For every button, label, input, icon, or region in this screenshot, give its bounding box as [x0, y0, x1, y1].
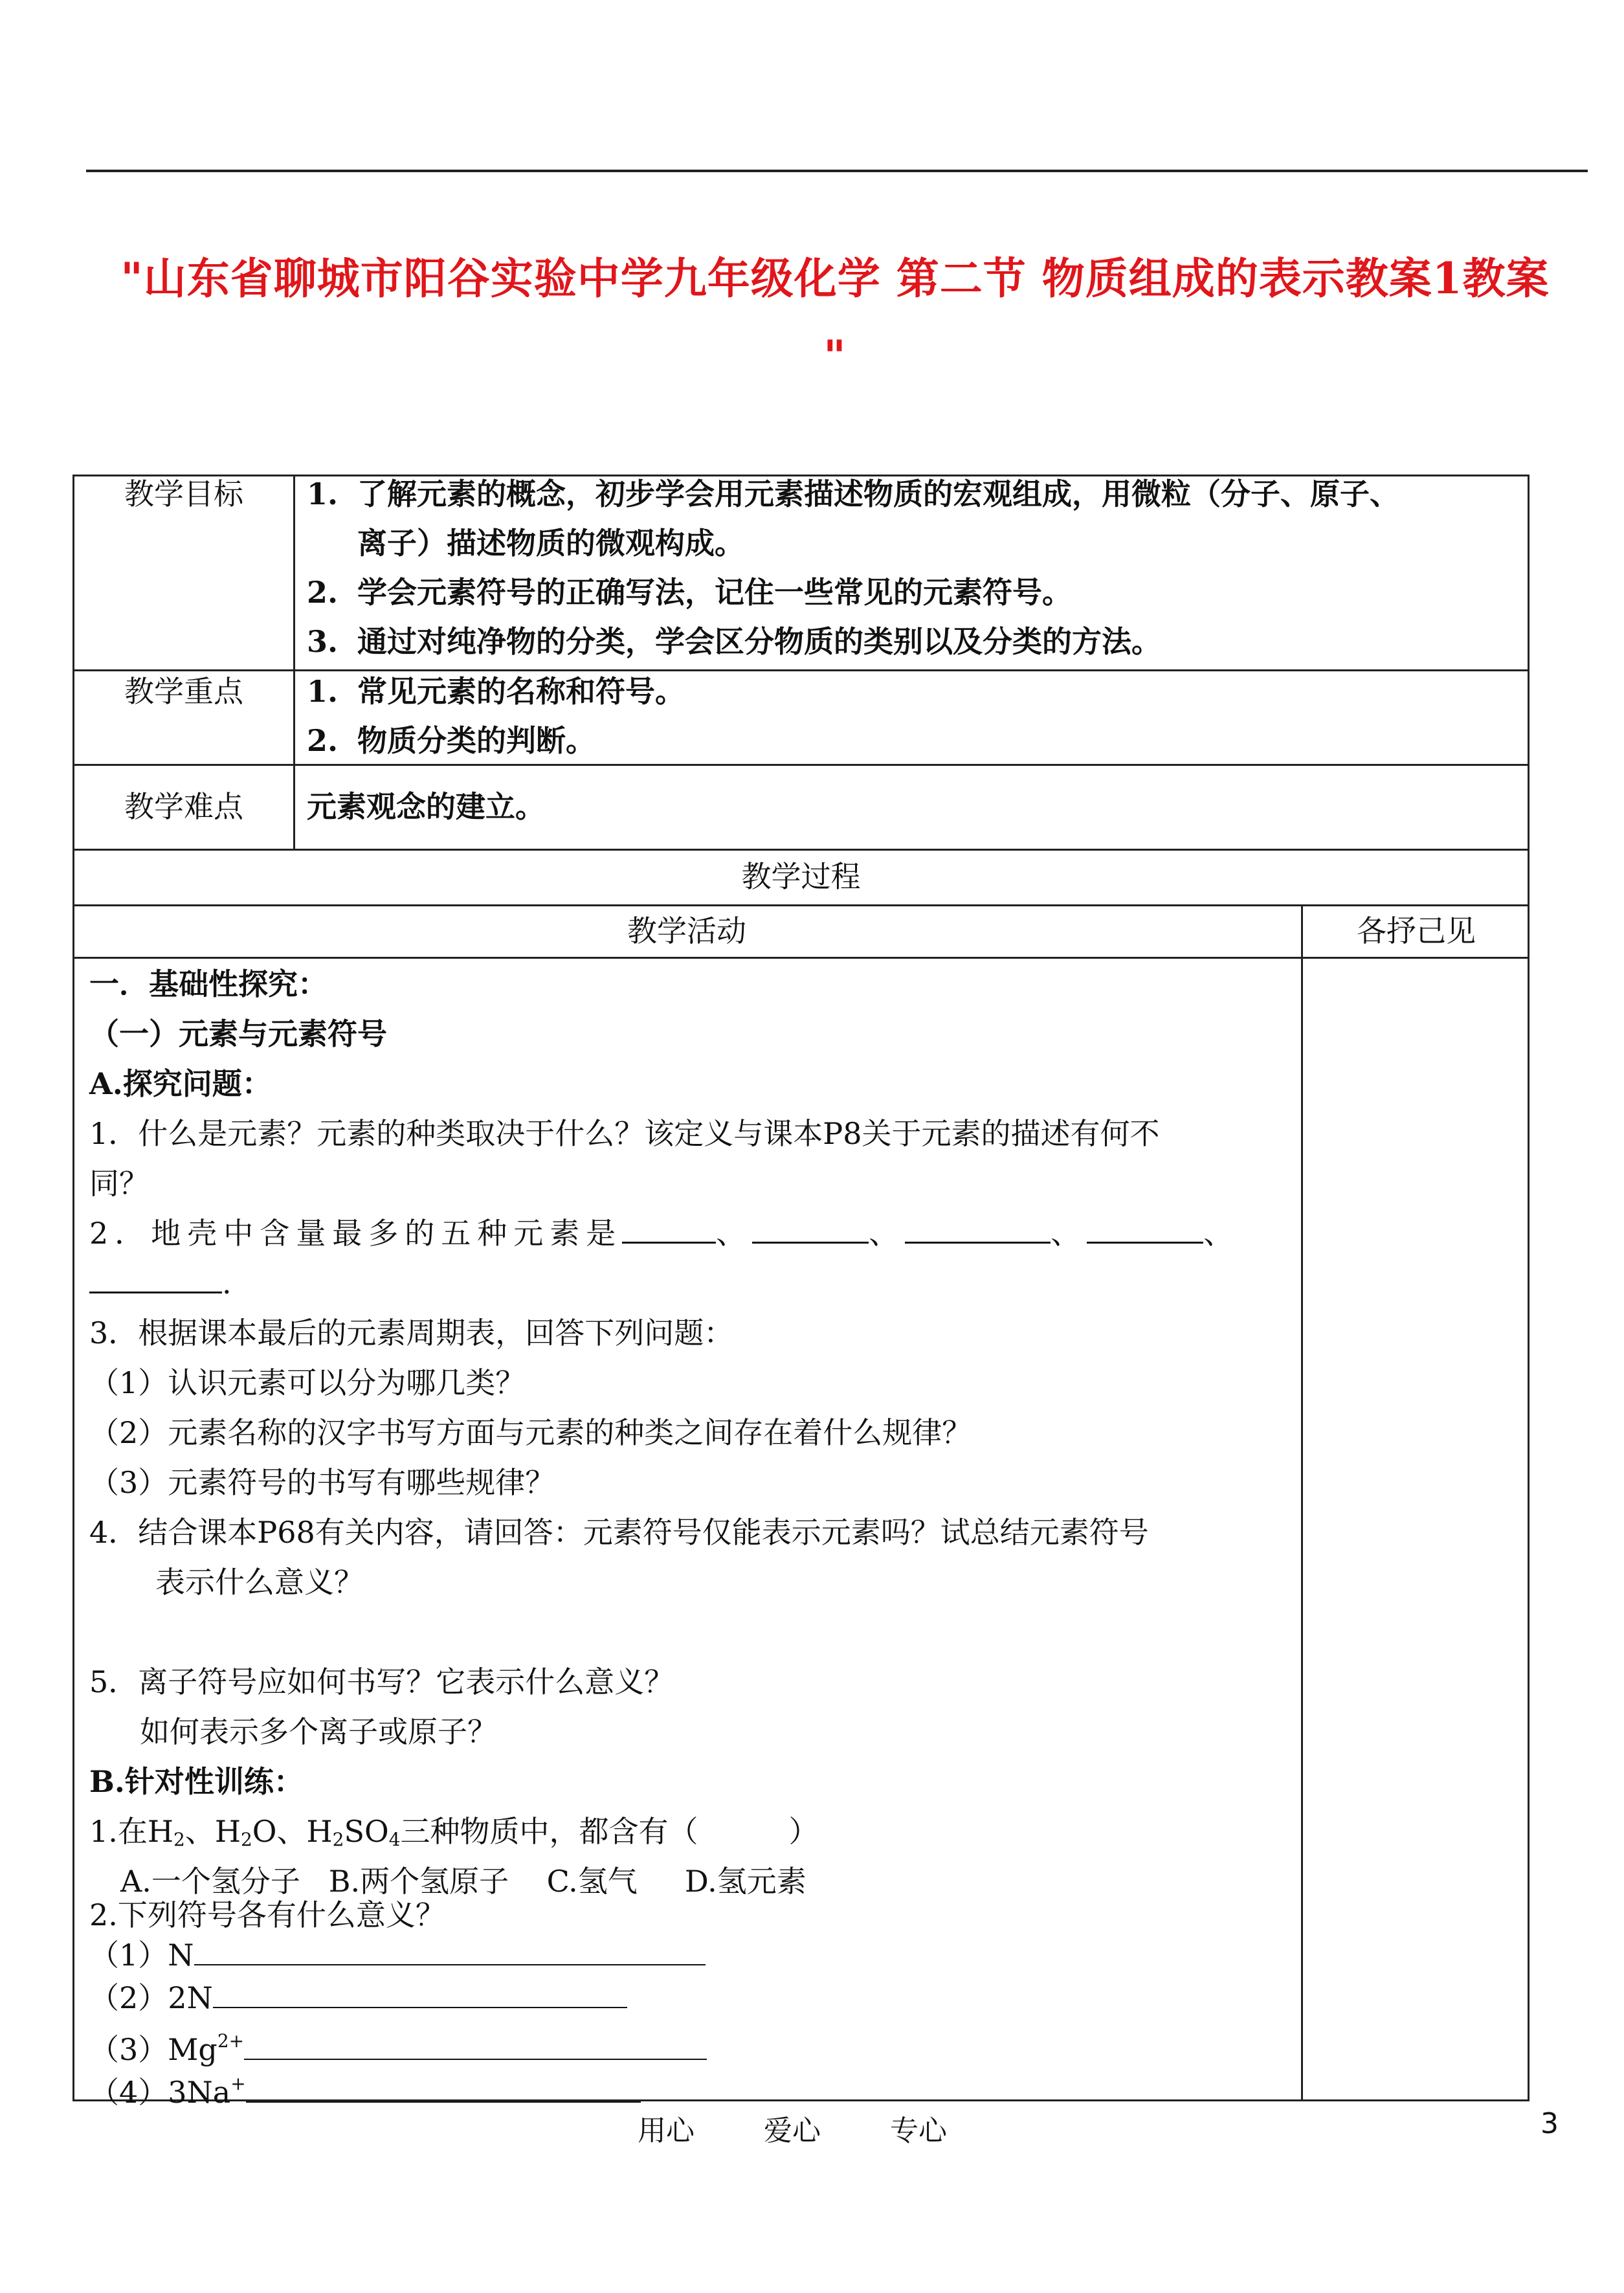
formula-h2o: 、H [184, 1814, 241, 1849]
title-line-1: "山东省聊城市阳谷实验中学九年级化学 第二节 物质组成的表示教案1教案 [120, 253, 1550, 304]
key-points-label: 教学重点 [124, 674, 243, 709]
answer-blank[interactable] [905, 1216, 1051, 1244]
symbol-2-label: （2）2N [89, 1980, 213, 2015]
objectives-label: 教学目标 [124, 476, 243, 511]
separator: 、 [716, 1216, 753, 1251]
symbol-4-display [89, 2059, 641, 2118]
question-4-line-1: 4．结合课本P68有关内容，请回答：元素符号仅能表示元素吗？试总结元素符号 [89, 1515, 1149, 1550]
key-point-2-number: 2. [307, 723, 339, 758]
question-3-3: （3）元素符号的书写有哪些规律？ [89, 1465, 555, 1500]
question-5-line-1: 5．离子符号应如何书写？它表示什么意义？ [89, 1664, 674, 1699]
superscript: + [230, 2073, 246, 2094]
question-1-line-2: 同？ [89, 1166, 149, 1201]
subscript: 2 [173, 1829, 185, 1850]
training-1-prefix: 1.在 [89, 1814, 148, 1849]
difficulty-label: 教学难点 [124, 789, 243, 824]
answer-blank[interactable] [622, 1216, 716, 1244]
page-number: 3 [1541, 2107, 1559, 2140]
separator: 、 [869, 1216, 906, 1251]
answer-blank[interactable] [1087, 1216, 1203, 1244]
row-divider [72, 764, 1529, 766]
training-1-close: ） [788, 1814, 819, 1849]
question-2-text: 2．地壳中含量最多的五种元素是 [89, 1216, 623, 1251]
training-1-text: 三种物质中，都含有（ [400, 1814, 698, 1849]
activity-column-header: 教学活动 [627, 913, 746, 948]
answer-blank[interactable] [244, 2033, 707, 2060]
symbol-1-label: （1）N [89, 1938, 194, 1973]
question-4-line-2: 表示什么意义？ [155, 1565, 364, 1600]
objective-1-number: 1. [307, 476, 339, 511]
part-a-heading: A.探究问题： [89, 1066, 272, 1101]
footer-word-1: 用心 [638, 2114, 695, 2147]
notes-column-divider [1301, 904, 1303, 2101]
part-b-heading: B.针对性训练： [89, 1764, 304, 1799]
superscript: 2+ [217, 2030, 245, 2052]
question-5-line-2: 如何表示多个离子或原子？ [140, 1714, 497, 1749]
answer-blank[interactable] [89, 1266, 222, 1293]
title-line-2: " [823, 331, 847, 381]
objective-2-number: 2. [307, 575, 339, 610]
question-2-end: . [222, 1266, 232, 1301]
document-title [65, 240, 1605, 395]
row-divider [72, 957, 1529, 959]
separator: 、 [1203, 1216, 1240, 1251]
objective-3-text: 通过对纯净物的分类，学会区分物质的类别以及分类的方法。 [357, 624, 1161, 659]
footer-word-2: 爱心 [764, 2114, 821, 2147]
label-column-divider [293, 475, 295, 849]
key-point-2-text: 物质分类的判断。 [357, 723, 595, 758]
separator: 、 [1051, 1216, 1087, 1251]
answer-blank[interactable] [752, 1216, 869, 1244]
answer-blank[interactable] [194, 1938, 706, 1965]
objective-2-text: 学会元素符号的正确写法，记住一些常见的元素符号。 [357, 575, 1072, 610]
formula-so4: SO [344, 1814, 389, 1849]
training-1-options: A.一个氢分子 B.两个氢原子 C.氢气 D.氢元素 [120, 1864, 806, 1899]
key-point-1-text: 常见元素的名称和符号。 [357, 674, 685, 709]
answer-blank[interactable] [246, 2075, 641, 2103]
process-header: 教学过程 [741, 859, 861, 894]
formula-h2so4: O、H [252, 1814, 333, 1849]
subscript: 2 [240, 1829, 252, 1850]
notes-column-header: 各抒己见 [1357, 913, 1476, 948]
question-2-continued [89, 1258, 232, 1308]
row-divider [72, 849, 1529, 851]
training-2: 2.下列符号各有什么意义？ [89, 1897, 445, 1932]
subsection-heading: （一）元素与元素符号 [89, 1016, 387, 1051]
training-1 [89, 1807, 819, 1864]
objective-1-text-line-2: 离子）描述物质的微观构成。 [357, 526, 744, 561]
subscript: 2 [332, 1829, 344, 1850]
key-point-1-number: 1. [307, 674, 339, 709]
symbol-3-label: （3）Mg [89, 2032, 217, 2067]
header-rule [86, 170, 1588, 172]
question-3-1: （1）认识元素可以分为哪几类？ [89, 1365, 526, 1400]
subscript: 4 [388, 1829, 401, 1850]
section-heading: 一．基础性探究： [89, 967, 328, 1001]
objective-1-text-line-1: 了解元素的概念，初步学会用元素描述物质的宏观组成，用微粒（分子、原子、 [357, 476, 1399, 511]
symbol-4-label: （4）3Na [89, 2075, 231, 2110]
answer-blank[interactable] [213, 1981, 627, 2008]
difficulty-text: 元素观念的建立。 [307, 789, 545, 824]
question-3-2: （2）元素名称的汉字书写方面与元素的种类之间存在着什么规律？ [89, 1415, 972, 1450]
formula-h2: H [147, 1814, 174, 1849]
question-2 [89, 1209, 1240, 1258]
objective-3-number: 3. [307, 624, 339, 659]
question-3: 3．根据课本最后的元素周期表，回答下列问题： [89, 1315, 734, 1350]
question-1-line-1: 1．什么是元素？元素的种类取决于什么？该定义与课本P8关于元素的描述有何不 [89, 1116, 1160, 1151]
footer-word-3: 专心 [890, 2114, 947, 2147]
